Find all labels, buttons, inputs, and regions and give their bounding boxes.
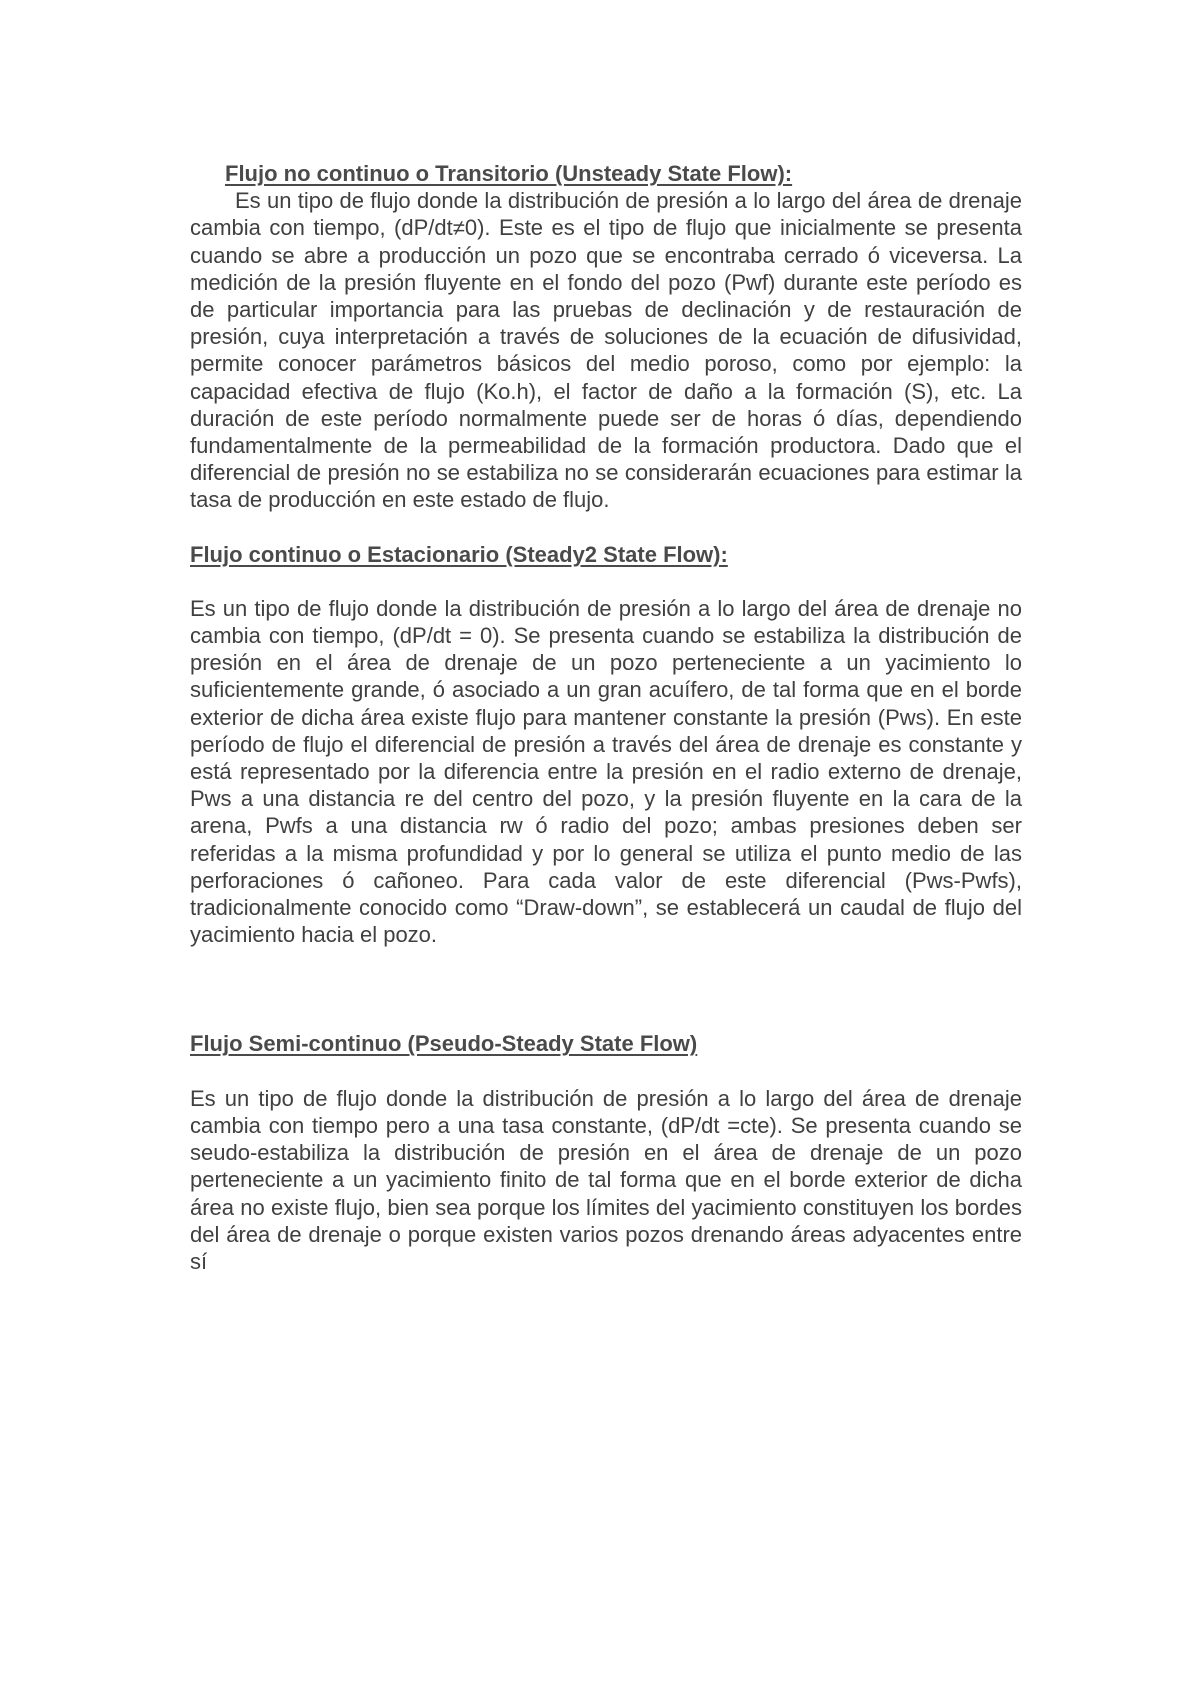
spacer [190, 1058, 1022, 1085]
spacer [190, 514, 1022, 541]
section-body-pseudo-steady: Es un tipo de flujo donde la distribución de presión a lo largo del área de drenaje cambia con tiempo pero a una tasa constante, (dP/dt =cte). Se presenta cuando se seudo-estabiliza la distribución de presión en el área de drenaje de un pozo perteneciente a un yacimiento finito de tal forma que en el borde exterior de dicha área no existe flujo, bien sea porque los límites del yacimiento constituyen los bordes del área de drenaje o porque existen varios pozos drenando áreas adyacentes entre sí [190, 1085, 1022, 1274]
section-body-unsteady: Es un tipo de flujo donde la distribución de presión a lo largo del área de drenaje cambia con tiempo, (dP/dt≠0). Este es el tipo de flujo que inicialmente se presenta cuando se abre a producción un pozo que se encontraba cerrado ó viceversa. La medición de la presión fluyente en el fondo del pozo (Pwf) durante este período es de particular importancia para las pruebas de declinación y de restauración de presión, cuya interpretación a través de soluciones de la ecuación de difusividad, permite conocer parámetros básicos del medio poroso, como por ejemplo: la capacidad efectiva de flujo (Ko.h), el factor de daño a la formación (S), etc. La duración de este período normalmente puede ser de horas ó días, dependiendo fundamentalmente de la permeabilidad de la formación productora. Dado que el diferencial de presión no se estabiliza no se considerarán ecuaciones para estimar la tasa de producción en este estado de flujo. [190, 188, 1022, 513]
section-heading-steady: Flujo continuo o Estacionario (Steady2 State Flow): [190, 541, 728, 567]
section-heading-unsteady: Flujo no continuo o Transitorio (Unsteady State Flow): [225, 161, 793, 186]
document-content [190, 160, 1022, 1275]
section-body-steady: Es un tipo de flujo donde la distribución de presión a lo largo del área de drenaje no cambia con tiempo, (dP/dt = 0). Se presenta cuando se estabiliza la distribución de presión en el área de drenaje de un pozo perteneciente a un yacimiento lo suficientemente grande, ó asociado a un gran acuífero, de tal forma que en el borde exterior de dicha área existe flujo para mantener constante la presión (Pws). En este período de flujo el diferencial de presión a través del área de drenaje es constante y está representado por la diferencia entre la presión en el radio externo de drenaje, Pws a una distancia re del centro del pozo, y la presión fluyente en la cara de la arena, Pwfs a una distancia rw ó radio del pozo; ambas presiones deben ser referidas a la misma profundidad y por lo general se utiliza el punto medio de las perforaciones ó cañoneo. Para cada valor de este diferencial (Pws-Pwfs), tradicionalmente conocido como “Draw-down”, se establecerá un caudal de flujo del yacimiento hacia el pozo. [190, 595, 1022, 948]
spacer [190, 568, 1022, 595]
section-heading-pseudo-steady: Flujo Semi-continuo (Pseudo-Steady State Flow) [190, 1031, 698, 1057]
spacer [190, 948, 1022, 1030]
